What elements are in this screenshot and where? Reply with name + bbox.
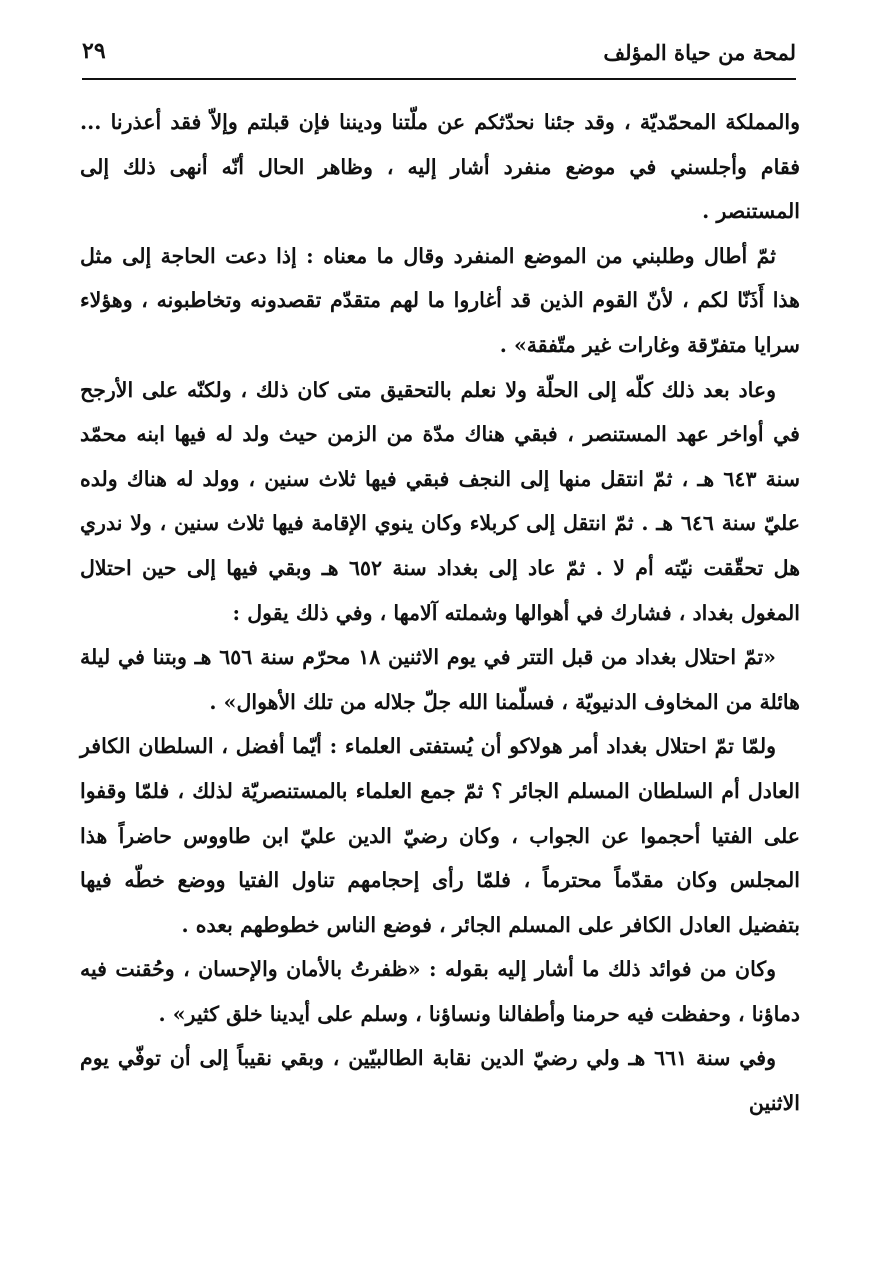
paragraph: وكان من فوائد ذلك ما أشار إليه بقوله : «ظفرتُ بالأمان والإحسان ، وحُقنت فيه دماؤنا ، وحفظت فيه حرمنا وأطفالنا ونساؤنا ، وسلم على أيدينا خلق كثير» .: [80, 957, 800, 1026]
paragraph: وفي سنة ٦٦١ هـ ولي رضيّ الدين نقابة الطالبيّين ، وبقي نقيباً إلى أن توفّي يوم الاثنين: [80, 1046, 800, 1116]
paragraph: والمملكة المحمّديّة ، وقد جئنا نحدّثكم عن ملّتنا وديننا فإن قبلتم وإلاّ فقد أعذرنا ... فقام وأجلسني في موضع منفرد أشار إليه ، وظاهر الحال أنّه أنهى ذلك إلى المستنصر .: [80, 110, 800, 224]
body-text: [80, 100, 800, 1126]
page-number: ٢٩: [82, 38, 106, 64]
page-header: [82, 34, 796, 78]
quote-paragraph: «تمّ احتلال بغداد من قبل التتر في يوم الاثنين ١٨ محرّم سنة ٦٥٦ هـ وبتنا في ليلة هائلة من المخاوف الدنيويّة ، فسلّمنا الله جلّ جلاله من تلك الأهوال» .: [80, 645, 800, 714]
running-header-title: لمحة من حياة المؤلف: [603, 40, 796, 65]
paragraph: وعاد بعد ذلك كلّه إلى الحلّة ولا نعلم بالتحقيق متى كان ذلك ، ولكنّه على الأرجح في أواخر عهد المستنصر ، فبقي هناك مدّة من الزمن حيث ولد له فيها ابنه محمّد سنة ٦٤٣ هـ ، ثمّ انتقل منها إلى النجف فبقي فيها ثلاث سنين ، وولد له هناك ولده عليّ سنة ٦٤٦ هـ . ثمّ انتقل إلى كربلاء وكان ينوي الإقامة فيها ثلاث سنين ، ولا ندري هل تحقّقت نيّته أم لا . ثمّ عاد إلى بغداد سنة ٦٥٢ هـ وبقي فيها إلى حين احتلال المغول بغداد ، فشارك في أهوالها وشملته آلامها ، وفي ذلك يقول :: [80, 377, 801, 625]
paragraph: ولمّا تمّ احتلال بغداد أمر هولاكو أن يُستفتى العلماء : أيّما أفضل ، السلطان الكافر العادل أم السلطان المسلم الجائر ؟ ثمّ جمع العلماء بالمستنصريّة لذلك ، فلمّا وقفوا على الفتيا أحجموا عن الجواب ، وكان رضيّ الدين عليّ ابن طاووس حاضراً هذا المجلس وكان مقدّماً محترماً ، فلمّا رأى إحجامهم تناول الفتيا ووضع خطّه فيها بتفضيل العادل الكافر على المسلم الجائر ، فوضع الناس خطوطهم بعده .: [80, 734, 800, 937]
paragraph: ثمّ أطال وطلبني من الموضع المنفرد وقال ما معناه : إذا دعت الحاجة إلى مثل هذا أَذَنّا لكم ، لأنّ القوم الذين قد أغاروا ما لهم متقدّم تقصدونه وتخاطبونه ، وهؤلاء سرايا متفرّقة وغارات غير متّفقة» .: [80, 243, 800, 357]
header-divider: [82, 78, 796, 80]
